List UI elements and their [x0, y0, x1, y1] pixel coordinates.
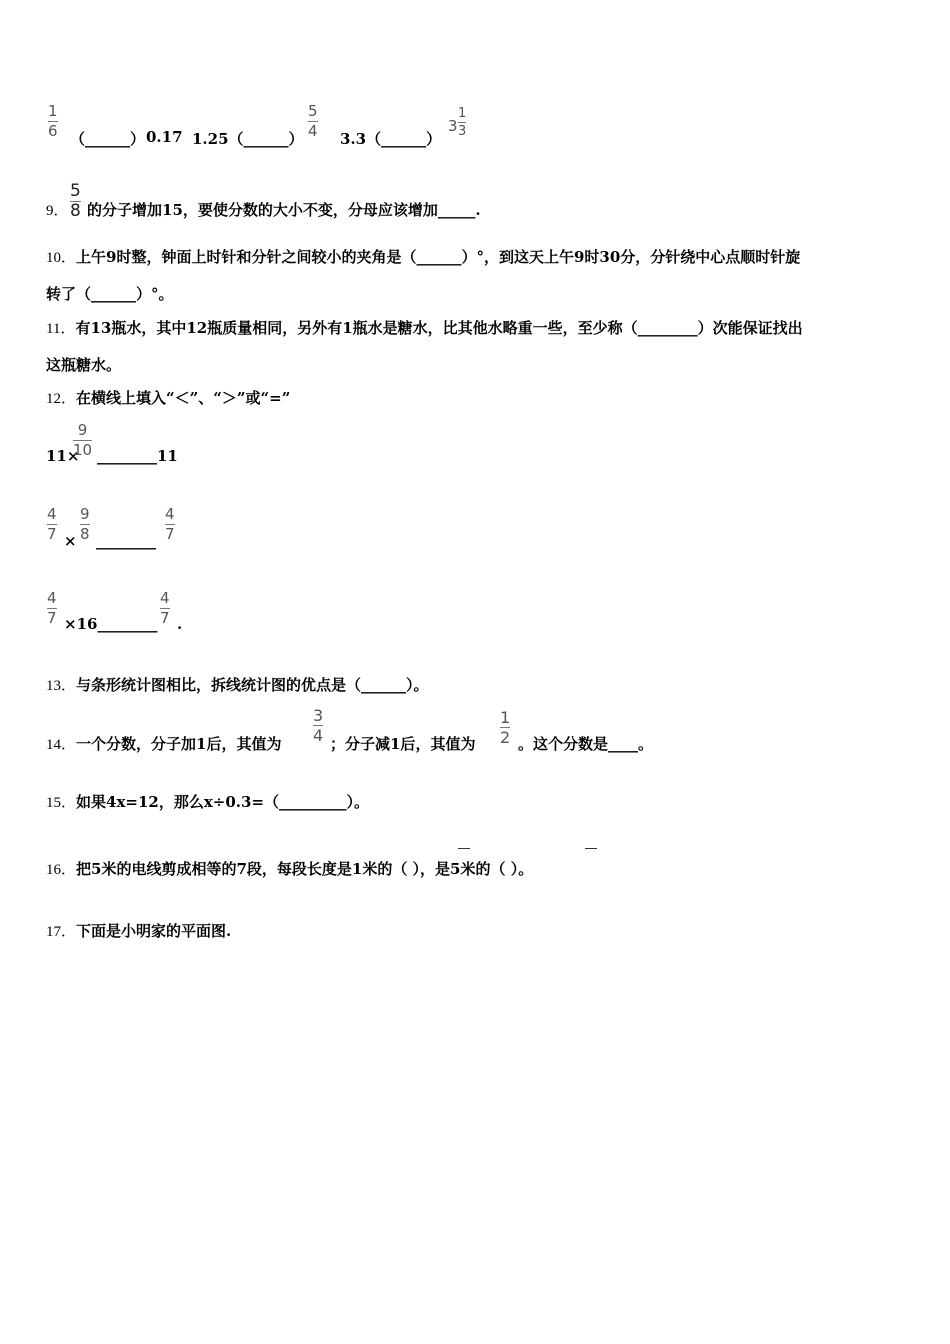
question-11-line2: 这瓶糖水。 [46, 356, 122, 374]
q12c-fraction-1: 4 7 [47, 589, 57, 627]
question-10: 10．上午9时整，钟面上时针和分针之间较小的夹角是（______）°，到这天上午9时30分，分针绕中心点顺时针旋 [46, 248, 801, 266]
blank-1: （______） [70, 130, 146, 148]
question-14: 14．一个分数，分子加1后，其值为 [46, 735, 282, 753]
q12b-fraction-1: 4 7 [47, 505, 57, 543]
q12b-fraction-3: 4 7 [165, 505, 175, 543]
q16-fraction-bar-1 [458, 848, 470, 849]
fraction-5-8: 5 8 [70, 181, 81, 221]
question-14-text-1: 一个分数，分子加1后，其值为 [76, 735, 282, 753]
question-17: 17．下面是小明家的平面图. [46, 922, 232, 940]
fraction-5-4: 5 4 [308, 102, 318, 140]
q12b-blank: ________ [96, 532, 156, 550]
fraction-1-6: 1 6 [48, 102, 58, 140]
q12b-times: × [64, 532, 77, 550]
question-10-line2: 转了（______）°。 [46, 285, 174, 303]
q12c-end: . [177, 615, 183, 633]
mixed-whole: 3 [448, 117, 458, 135]
question-9: 9． [46, 203, 69, 219]
question-13-text: 与条形统计图相比，拆线统计图的优点是（______）。 [76, 676, 429, 694]
value-3-3-blank: 3.3（______） [340, 130, 442, 148]
question-9-text: 的分子增加15，要使分数的大小不变，分母应该增加_____. [87, 201, 481, 219]
question-12-text: 在横线上填入“＜”、“＞”或“=” [76, 389, 291, 407]
q12a-prefix: 11× [46, 447, 80, 465]
q12c-middle: ×16________ [64, 615, 158, 633]
question-14-text-2: ；分子减1后，其值为 [330, 735, 476, 753]
question-11-line1: 有13瓶水，其中12瓶质量相同，另外有1瓶水是糖水，比其他水略重一些，至少称（________）次能保证找出 [75, 319, 803, 337]
q14-fraction-1-2: 1 2 [500, 708, 511, 747]
question-10-line1: 上午9时整，钟面上时针和分针之间较小的夹角是（______）°，到这天上午9时30分，分针绕中心点顺时针旋 [76, 248, 801, 266]
question-15: 15．如果4x=12，那么x÷0.3=（_________）。 [46, 793, 370, 811]
question-13: 13．与条形统计图相比，拆线统计图的优点是（______）。 [46, 676, 429, 694]
question-16: 16．把5米的电线剪成相等的7段，每段长度是1米的（ ），是5米的（ ）。 [46, 860, 534, 878]
q16-fraction-bar-2 [585, 848, 597, 849]
question-11: 11．有13瓶水，其中12瓶质量相同，另外有1瓶水是糖水，比其他水略重一些，至少称（________）次能保证找出 [46, 319, 803, 337]
q12c-fraction-2: 4 7 [160, 589, 170, 627]
question-14-text-3: 。这个分数是____。 [518, 735, 654, 753]
q12b-fraction-2: 9 8 [80, 505, 90, 543]
value-0-17: 0.17 [146, 128, 183, 146]
question-16-text: 把5米的电线剪成相等的7段，每段长度是1米的（ ），是5米的（ ）。 [76, 860, 534, 878]
question-17-text: 下面是小明家的平面图. [76, 922, 232, 940]
fraction-9-10: 9 10 [73, 421, 93, 459]
question-12: 12．在横线上填入“＜”、“＞”或“=” [46, 389, 291, 407]
q12a-suffix: ________11 [97, 447, 178, 465]
question-15-text: 如果4x=12，那么x÷0.3=（_________）。 [76, 793, 370, 811]
value-1-25-blank: 1.25（______） [192, 130, 304, 148]
mixed-fraction-1-3: 1 3 [458, 106, 467, 139]
q14-fraction-3-4: 3 4 [313, 706, 324, 745]
